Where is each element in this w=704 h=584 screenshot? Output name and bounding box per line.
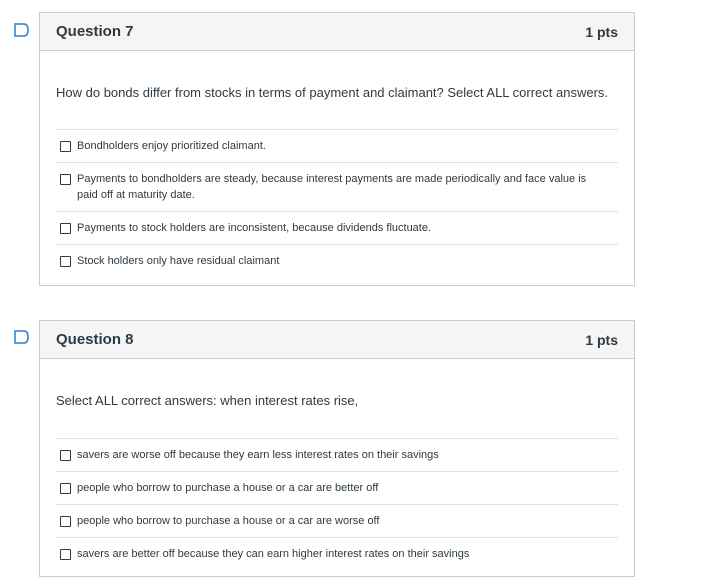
answer-label: people who borrow to purchase a house or a car are worse off bbox=[77, 515, 380, 527]
answer-option[interactable] bbox=[56, 538, 618, 570]
checkbox[interactable] bbox=[60, 549, 71, 560]
flag-question-icon[interactable] bbox=[13, 23, 30, 37]
checkbox[interactable] bbox=[60, 256, 71, 267]
answer-label: people who borrow to purchase a house or a car are better off bbox=[77, 482, 379, 494]
flag-question-icon[interactable] bbox=[13, 330, 30, 344]
question-body bbox=[40, 51, 634, 277]
question-text: Select ALL correct answers: when interest rates rise, bbox=[56, 393, 359, 408]
answer-option[interactable] bbox=[56, 245, 618, 277]
question-title: Question 8 bbox=[56, 331, 134, 348]
checkbox[interactable] bbox=[60, 516, 71, 527]
answer-label: Payments to bondholders are steady, because interest payments are made periodically and face value is paid off at maturity date. bbox=[77, 173, 587, 201]
checkbox[interactable] bbox=[60, 223, 71, 234]
question-body bbox=[40, 359, 634, 570]
answer-label: Payments to stock holders are inconsistent, because dividends fluctuate. bbox=[77, 222, 432, 234]
question-8 bbox=[39, 320, 635, 577]
question-header bbox=[40, 321, 634, 359]
answer-list bbox=[56, 129, 618, 277]
checkbox[interactable] bbox=[60, 174, 71, 185]
answer-option[interactable] bbox=[56, 212, 618, 245]
question-points: 1 pts bbox=[585, 23, 618, 40]
question-text: How do bonds differ from stocks in terms of payment and claimant? Select ALL correct answers. bbox=[56, 85, 609, 100]
answer-option[interactable] bbox=[56, 472, 618, 505]
answer-list bbox=[56, 438, 618, 570]
answer-option[interactable] bbox=[56, 130, 618, 163]
checkbox[interactable] bbox=[60, 141, 71, 152]
question-header bbox=[40, 13, 634, 51]
checkbox[interactable] bbox=[60, 450, 71, 461]
answer-label: savers are better off because they can earn higher interest rates on their savings bbox=[77, 548, 470, 560]
answer-label: savers are worse off because they earn less interest rates on their savings bbox=[77, 449, 439, 461]
answer-option[interactable] bbox=[56, 163, 618, 212]
answer-option[interactable] bbox=[56, 439, 618, 472]
answer-label: Stock holders only have residual claimant bbox=[77, 255, 280, 267]
question-points: 1 pts bbox=[585, 331, 618, 348]
question-7 bbox=[39, 12, 635, 286]
question-title: Question 7 bbox=[56, 23, 134, 40]
answer-option[interactable] bbox=[56, 505, 618, 538]
answer-label: Bondholders enjoy prioritized claimant. bbox=[77, 140, 266, 152]
checkbox[interactable] bbox=[60, 483, 71, 494]
